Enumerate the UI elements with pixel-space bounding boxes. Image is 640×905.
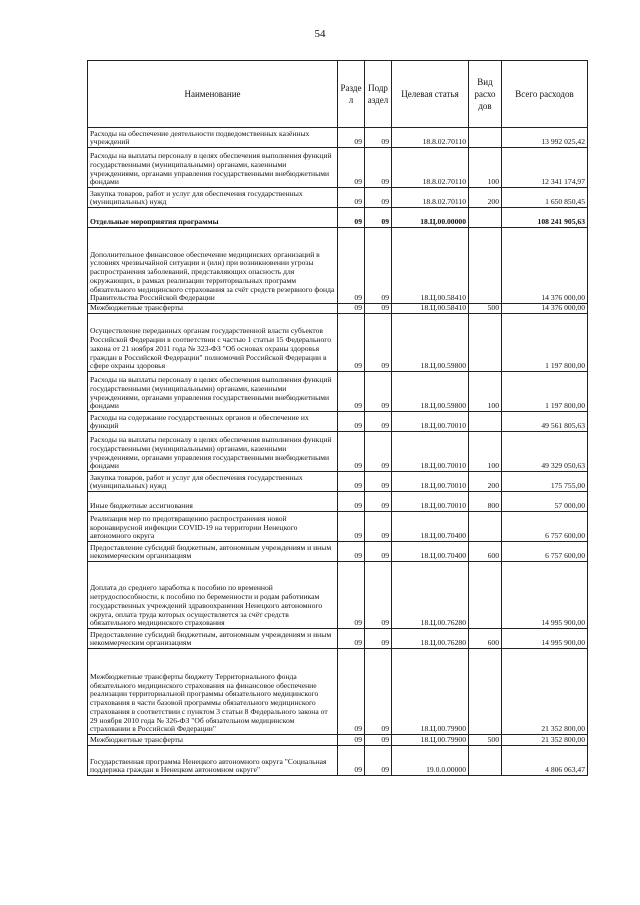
page-number: 54 [314,28,326,40]
row-section: 09 [338,412,365,432]
row-amount: 14 995 900,00 [502,629,588,649]
table-row [88,412,588,432]
row-amount: 13 992 025,42 [502,128,588,148]
row-name: Предоставление субсидий бюджетным, автономным учреждениям и иным некоммерческим организациям [88,629,338,649]
row-subsection: 09 [365,372,392,412]
row-expense-type: 600 [469,542,502,562]
row-target: 18.Ц.00.70010 [392,412,469,432]
row-target: 18.Ц.00.70010 [392,472,469,492]
row-expense-type: 600 [469,629,502,649]
row-target: 18.8.02.70110 [392,128,469,148]
row-subsection: 09 [365,128,392,148]
row-name: Отдельные мероприятия программы [88,208,338,228]
row-expense-type [469,512,502,542]
header-subsection: Подр аздел [365,61,392,128]
row-target: 18.Ц.00.70010 [392,492,469,512]
row-name: Иные бюджетные ассигнования [88,492,338,512]
row-amount: 4 806 063,47 [502,746,588,776]
row-section: 09 [338,228,365,304]
row-name: Доплата до среднего заработка к пособию по временной нетрудоспособности, к пособию по беременности и родам работникам государственных учреждений здравоохранения Ненецкого автономного округа, оплата труда которых осуществляется за счёт средств обязательного медицинского страхования [88,562,338,629]
table-body [88,128,588,776]
row-subsection: 09 [365,432,392,472]
row-expense-type [469,562,502,629]
row-target: 18.Ц.00.70400 [392,512,469,542]
row-name: Межбюджетные трансферты [88,304,338,314]
table-row [88,372,588,412]
row-target: 18.Ц.00.59800 [392,372,469,412]
row-subsection: 09 [365,629,392,649]
row-name: Расходы на выплаты персоналу в целях обеспечения выполнения функций государственными (муниципальными) органами, казенными учреждениями, органами управления государственными внебюджетными фондами [88,148,338,188]
row-subsection: 09 [365,188,392,208]
row-amount: 14 376 000,00 [502,304,588,314]
row-name: Дополнительное финансовое обеспечение медицинских организаций в условиях чрезвычайной ситуации и (или) при возникновении угрозы распространения заболеваний, представляющих опасность для окружающих, в рамках реализации территориальных программ обязательного медицинского страхования за счёт средств резервного фонда Правительства Российской Федерации [88,228,338,304]
row-target: 18.Ц.00.59800 [392,314,469,372]
row-subsection: 09 [365,314,392,372]
row-subsection: 09 [365,472,392,492]
table-row [88,542,588,562]
row-expense-type [469,128,502,148]
row-target: 18.Ц.00.58410 [392,228,469,304]
row-amount: 6 757 600,00 [502,512,588,542]
table-row [88,304,588,314]
row-name: Расходы на содержание государственных органов и обеспечение их функций [88,412,338,432]
row-expense-type: 100 [469,148,502,188]
row-expense-type [469,208,502,228]
header-section: Разде л [338,61,365,128]
header-expense-type: Вид расхо дов [469,61,502,128]
table-row [88,562,588,629]
row-name: Межбюджетные трансферты бюджету Территориального фонда обязательного медицинского страхования на финансовое обеспечение реализации территориальной программы обязательного медицинского страхования в части базовой программы обязательного медицинского страхования в соответствии с пунктом 3 статьи 8 Федерального закона от 29 ноября 2010 года № 326-ФЗ "Об обязательном медицинском страховании в Российской Федерации" [88,649,338,735]
row-amount: 108 241 905,63 [502,208,588,228]
row-section: 09 [338,472,365,492]
row-subsection: 09 [365,304,392,314]
row-amount: 21 352 800,00 [502,649,588,735]
header-name: Наименование [88,61,338,128]
row-name: Закупка товаров, работ и услуг для обеспечения государственных (муниципальных) нужд [88,472,338,492]
row-subsection: 09 [365,492,392,512]
row-section: 09 [338,314,365,372]
row-expense-type [469,314,502,372]
row-amount: 1 650 850,45 [502,188,588,208]
row-expense-type: 800 [469,492,502,512]
row-section: 09 [338,304,365,314]
row-subsection: 09 [365,412,392,432]
table-row [88,629,588,649]
row-name: Осуществление переданных органам государственной власти субъектов Российской Федерации в соответствии с частью 1 статьи 15 Федерального закона от 21 ноября 2011 года № 323-ФЗ "Об основах охраны здоровья граждан в Российской Федерации" полномочий Российской Федерации в сфере охраны здоровья [88,314,338,372]
row-target: 18.8.02.70110 [392,188,469,208]
table-row [88,735,588,746]
row-amount: 21 352 800,00 [502,735,588,746]
row-section: 09 [338,746,365,776]
row-target: 18.Ц.00.76280 [392,629,469,649]
row-amount: 14 995 900,00 [502,562,588,629]
row-target: 19.0.0.00000 [392,746,469,776]
row-name: Государственная программа Ненецкого автономного округа "Социальная поддержка граждан в Ненецком автономном округе" [88,746,338,776]
row-name: Расходы на выплаты персоналу в целях обеспечения выполнения функций государственными (муниципальными) органами, казенными учреждениями, органами управления государственными внебюджетными фондами [88,432,338,472]
row-section: 09 [338,649,365,735]
row-target: 18.Ц.00.70400 [392,542,469,562]
row-section: 09 [338,629,365,649]
table-row [88,492,588,512]
row-subsection: 09 [365,562,392,629]
row-expense-type [469,746,502,776]
row-amount: 49 329 050,63 [502,432,588,472]
row-subsection: 09 [365,228,392,304]
row-expense-type [469,412,502,432]
row-section: 09 [338,148,365,188]
row-amount: 14 376 000,00 [502,228,588,304]
row-subsection: 09 [365,542,392,562]
row-subsection: 09 [365,148,392,188]
row-name: Расходы на обеспечение деятельности подведомственных казённых учреждений [88,128,338,148]
row-section: 09 [338,512,365,542]
row-amount: 1 197 800,00 [502,314,588,372]
table-row [88,148,588,188]
row-section: 09 [338,128,365,148]
table-row [88,472,588,492]
row-name: Предоставление субсидий бюджетным, автономным учреждениям и иным некоммерческим организациям [88,542,338,562]
row-subsection: 09 [365,208,392,228]
row-amount: 175 755,00 [502,472,588,492]
row-expense-type: 100 [469,372,502,412]
row-target: 18.Ц.00.00000 [392,208,469,228]
row-expense-type: 200 [469,188,502,208]
row-expense-type: 100 [469,432,502,472]
table-row [88,128,588,148]
row-expense-type [469,649,502,735]
table-row [88,432,588,472]
row-name: Реализация мер по предотвращению распространения новой коронавирусной инфекции COVID-19 на территории Ненецкого автономного округа [88,512,338,542]
row-subsection: 09 [365,735,392,746]
table-row [88,188,588,208]
row-amount: 12 341 174,97 [502,148,588,188]
row-expense-type: 200 [469,472,502,492]
row-amount: 57 000,00 [502,492,588,512]
row-target: 18.Ц.00.79900 [392,649,469,735]
row-section: 09 [338,208,365,228]
header-total: Всего расходов [502,61,588,128]
table-header-row [88,61,588,128]
row-name: Межбюджетные трансферты [88,735,338,746]
row-subsection: 09 [365,512,392,542]
row-name: Закупка товаров, работ и услуг для обеспечения государственных (муниципальных) нужд [88,188,338,208]
row-name: Расходы на выплаты персоналу в целях обеспечения выполнения функций государственными (муниципальными) органами, казенными учреждениями, органами управления государственными внебюджетными фондами [88,372,338,412]
row-section: 09 [338,432,365,472]
header-target: Целевая статья [392,61,469,128]
row-section: 09 [338,735,365,746]
row-section: 09 [338,492,365,512]
table-row [88,208,588,228]
table-row [88,512,588,542]
budget-table [87,60,588,776]
table-row [88,649,588,735]
row-target: 18.Ц.00.58410 [392,304,469,314]
row-expense-type [469,228,502,304]
row-target: 18.Ц.00.70010 [392,432,469,472]
row-subsection: 09 [365,746,392,776]
table-row [88,746,588,776]
table-row [88,314,588,372]
row-amount: 49 561 805,63 [502,412,588,432]
row-section: 09 [338,542,365,562]
row-expense-type: 500 [469,304,502,314]
row-section: 09 [338,372,365,412]
row-amount: 6 757 600,00 [502,542,588,562]
row-target: 18.8.02.70110 [392,148,469,188]
row-target: 18.Ц.00.79900 [392,735,469,746]
table-row [88,228,588,304]
row-section: 09 [338,188,365,208]
row-expense-type: 500 [469,735,502,746]
row-section: 09 [338,562,365,629]
row-amount: 1 197 800,00 [502,372,588,412]
row-subsection: 09 [365,649,392,735]
row-target: 18.Ц.00.76280 [392,562,469,629]
